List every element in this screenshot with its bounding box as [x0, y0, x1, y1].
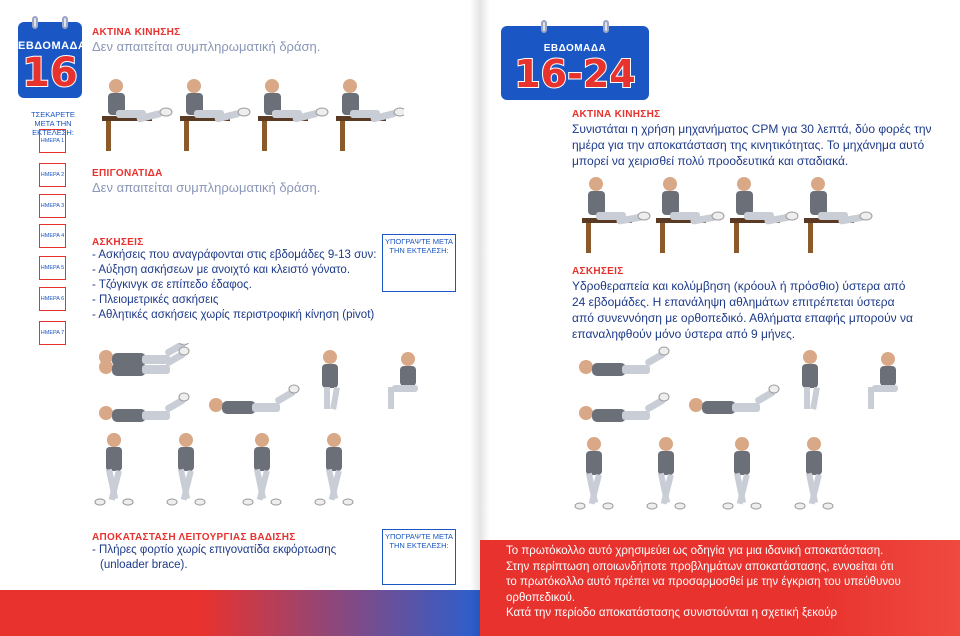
- day-checkbox-6[interactable]: ΗΜΕΡΑ 6: [39, 287, 66, 311]
- protocol-note: [506, 544, 954, 622]
- note-line: Κατά την περίοδο αποκατάστασης συνιστούνται η σχετική ξεκούρ: [506, 607, 838, 619]
- seated-knee-extension-photos: [94, 72, 404, 152]
- range-of-motion-subtitle: Δεν απαιτείται συμπληρωματική δράση.: [92, 39, 321, 54]
- exercise-item: - Αύξηση ασκήσεων με ανοιχτό και κλειστό γόνατο.: [92, 264, 351, 276]
- note-line: ορθοπεδικού.: [506, 591, 576, 604]
- right-exercises-text: [572, 278, 913, 342]
- standing-lunge-photos: [92, 430, 372, 510]
- note-line: το πρωτόκολλο αυτό πρέπει να προσαρμοσθεί με την έγκριση του υπεύθυνου: [506, 576, 901, 588]
- cpm-instructions: [572, 121, 932, 169]
- functional-item: - Πλήρες φορτίο χωρίς επιγονατίδα εκφόρτωσης: [92, 544, 337, 556]
- exercise-line: Υδροθεραπεία και κολύμβηση (κρόουλ ή πρόσθιο) ύστερα από: [572, 279, 906, 293]
- day-checkbox-1[interactable]: ΗΜΕΡΑ 1: [39, 129, 66, 153]
- week-label: ΕΒΔΟΜΑΔΑ: [543, 43, 607, 54]
- right-exercises-title: ΑΣΚΗΣΕΙΣ: [572, 266, 624, 277]
- day-checkbox-3[interactable]: ΗΜΕΡΑ 3: [39, 194, 66, 218]
- cpm-line: μπορεί να χειρισθεί πολύ προοδευτικά και σταδιακά.: [572, 154, 849, 168]
- exercise-line: επαναληφθούν μόνο ύστερα από 9 μήνες.: [572, 327, 796, 341]
- week-range-number: 16-24: [514, 52, 636, 96]
- functional-item: (unloader brace).: [100, 559, 188, 571]
- day-checkbox-4[interactable]: ΗΜΕΡΑ 4: [39, 224, 66, 248]
- exercises-list: [92, 248, 376, 323]
- exercise-line: 24 εβδομάδες. Η επανάληψη αθλημάτων επιτρέπεται ύστερα: [572, 295, 895, 309]
- note-line: Το πρωτόκολλο αυτό χρησιμεύει ως οδηγία για μια ιδανική αποκατάσταση.: [506, 545, 884, 557]
- exercise-item: - Ασκήσεις που αναγράφονται στις εβδομάδες 9-13 συν:: [92, 249, 377, 261]
- exercises-title: ΑΣΚΗΣΕΙΣ: [92, 237, 144, 248]
- week-label: ΕΒΔΟΜΑΔΑ: [18, 40, 87, 52]
- signature-header: ΥΠΟΓΡΑΨΤΕ ΜΕΤΑ ΤΗΝ ΕΚΤΕΛΕΣΗ:: [384, 237, 454, 255]
- right-range-of-motion-title: ΑΚΤΙΝΑ ΚΙΝΗΣΗΣ: [572, 109, 661, 120]
- exercises-signature-box[interactable]: [382, 234, 456, 292]
- patella-title: ΕΠΙΓΟΝΑΤΙΔΑ: [92, 168, 163, 179]
- patella-subtitle: Δεν απαιτείται συμπληρωματική δράση.: [92, 180, 321, 195]
- check-header: ΤΣΕΚΑΡΕΤΕ ΜΕΤΑ ΤΗΝ ΕΚΤΕΛΕΣΗ:: [31, 110, 75, 137]
- functional-signature-box[interactable]: [382, 529, 456, 585]
- right-seated-knee-extension-photos: [574, 170, 874, 254]
- day-checkbox-2[interactable]: ΗΜΕΡΑ 2: [39, 163, 66, 187]
- week-range-calendar-badge: [501, 26, 649, 100]
- right-standing-lunge-photos: [572, 434, 852, 514]
- cpm-line: ημέρα για την αποκατάσταση της κινητικότητας. Το μηχάνημα αυτό: [572, 138, 925, 152]
- note-line: Στην περίπτωση οποιωνδήποτε προβλημάτων αποκατάστασης, εννοείται ότι: [506, 560, 894, 573]
- right-page: [480, 0, 960, 636]
- range-of-motion-title: ΑΚΤΙΝΑ ΚΙΝΗΣΗΣ: [92, 27, 181, 38]
- functional-list: [92, 543, 336, 573]
- day-checkbox-5[interactable]: ΗΜΕΡΑ 5: [39, 256, 66, 280]
- week-calendar-badge: [18, 22, 87, 98]
- day-checkbox-7[interactable]: ΗΜΕΡΑ 7: [39, 321, 66, 345]
- exercise-item: - Αθλητικές ασκήσεις χωρίς περιστροφική κίνηση (pivot): [92, 309, 375, 321]
- right-lying-leg-raise-photos: [572, 343, 912, 423]
- cpm-line: Συνιστάται η χρήση μηχανήματος CPM για 30 λεπτά, δύο φορές την: [572, 122, 932, 136]
- exercise-item: - Πλειομετρικές ασκήσεις: [92, 294, 219, 306]
- exercise-item: - Τζόγκινγκ σε επίπεδο έδαφος.: [92, 279, 252, 291]
- lying-leg-raise-photos: [92, 343, 432, 423]
- exercise-line: από συνεννόηση με ορθοπεδικό. Αθλήματα επαφής μπορούν να: [572, 311, 913, 325]
- functional-title: ΑΠΟΚΑΤΑΣΤΑΣΗ ΛΕΙΤΟΥΡΓΙΑΣ ΒΑΔΙΣΗΣ: [92, 532, 296, 543]
- week-number: 16: [22, 50, 78, 96]
- footer-color-band: [0, 590, 480, 636]
- signature-header: ΥΠΟΓΡΑΨΤΕ ΜΕΤΑ ΤΗΝ ΕΚΤΕΛΕΣΗ:: [384, 532, 454, 550]
